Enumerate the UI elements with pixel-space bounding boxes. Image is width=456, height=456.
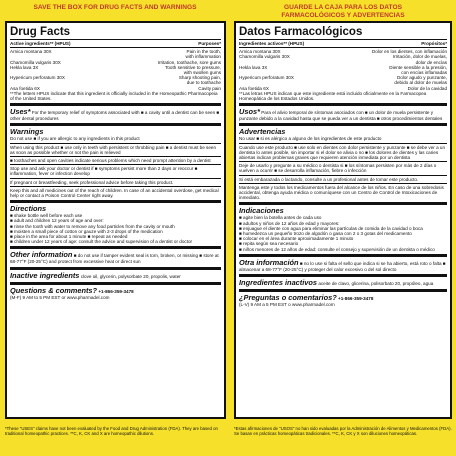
divider [239,39,447,40]
direction-item: ■ humedezca un pequeño trozo de algodón o gasa con 2 o 3 gotas del medicamento [239,231,412,237]
panel-title: Drug Facts [10,26,71,38]
direction-item: ■ adultos y niños de 12 años de edad y mayores: [239,220,340,226]
drug-facts-panel-en [5,21,226,419]
uses-text: Para el alivio temporal de síntomas asociados con ■ un dolor de muela persistente y punzante debido a la cavidad hasta que se pueda ver a un dentista ■ otros procedimientos dentales [239,110,443,122]
direction-item: ■ rinse the tooth with water to remove any food particles from the cavity or mouth [10,223,175,229]
other-info-text: ■ do not use if tamper evident seal is torn, broken, or missing ■ store at 68-77°F (20-25°C) and protect from excessive heat or direct sun [10,253,219,265]
ingredient-name: Hekla lava 3X [10,64,39,70]
hours-text: (L-V) 9 AM a 5 PM EST o www.pharmadel.com [239,302,335,308]
active-header-row [10,41,221,46]
warning-item: ■ toothaches and open cavities indicate serious problems which need prompt attention by a dentist [10,158,211,164]
direction-item: ■ adult and children 12 years of age and over: [10,218,104,224]
questions-heading: Questions & comments? [10,285,98,295]
ingredient-purpose: Dolor en los dientes, con inflamación [371,49,447,55]
purposes-label: Purposes* [198,41,221,46]
ingredients-list [239,49,447,91]
heavy-divider [10,246,221,249]
ingredient-purpose: dolor de encías [415,59,447,65]
direction-item: ■ niños menores de 12 años de edad: consulte el consejo y supervisión de un dentista o médico [239,246,435,252]
heavy-divider [239,103,447,106]
directions-list [10,213,221,244]
direction-item: ■ moisten a small piece of cotton or gauze with 2-3 drops of the medication [10,228,163,234]
phone-number: +1-866-359-3478 [98,288,134,294]
heavy-divider [10,267,221,270]
ingredient-name: Chamomilla vulgaris 30X [10,59,61,65]
active-ingredients-label: Active ingredients** (HPUS) [10,41,71,46]
ingredient-name: Arnica montana 30X [239,49,281,55]
warning-item: Mantenga este y todos los medicamentos fuera del alcance de los niños. En caso de una sobredosis accidental, obtenga ayuda médica o comuníquese con un Centro de Control de Intoxicaciones de inmediato. [239,184,444,201]
warning-item: Deje de usarlo y pregunte a su médico o dentista si ■ los síntomas persisten por más de 2 días o vuelven a ocurrir ■ se desarrolla inflamación, fiebre o infección [239,163,437,174]
phone-number: +1-866-359-3478 [338,296,374,302]
heavy-divider [10,200,221,203]
footnote-es: *Estas afirmaciones de "USOS" no han sido evaluadas por la Administración de Alimentos y Medicamentos (FDA). Se basan en prácticas homeopáticas tradicionales. **C, K, CK y X son diluciones homeopáticas. [234,426,452,436]
heavy-divider [239,254,447,257]
hours-text: (M-F) 9 AM to 5 PM EST or www.pharmadel.com [10,294,110,300]
other-info-heading: Otra información [239,257,299,267]
ingredient-purpose: Dolor de la cavidad [407,85,447,91]
warning-item: Si está embarazada o lactando, consulte a un profesional antes de tomar este producto. [239,176,419,182]
direction-item: ■ place in the area for about 1 minute ■ repeat as needed [10,234,128,240]
other-info-heading: Other information [10,250,73,260]
ingredient-purpose: Dolor agudo y punzante, [396,75,447,81]
heavy-divider [10,123,221,126]
direction-item: ■ shake bottle well before each use [10,213,83,219]
directions-heading: Indicaciones [239,206,284,216]
ingredient-purpose: Sharp shooting pain, [178,75,221,81]
warning-item: When using this product ■ use only in teeth with persistent or throbbing pain ■ a dentist must be seen as soon as possible whether or not the pain is relieved [10,144,217,155]
ingredient-purpose: Pain in the tooth, [186,49,221,55]
divider [239,161,447,162]
warning-item: Cuando use este producto ■ use solo en dientes con dolor persistente y punzante ■ se debe ver a un dentista lo antes posible, sin importar si el dolor se alivia o no ■ los dolores de dientes y las caries abiertas indican problemas graves que requieren atención inmediata por un dentista [239,144,446,161]
direction-item: ■ repita según sea necesario [239,241,299,247]
other-info-text: ■ no lo use si falta el sello que indica si se ha abierto, está roto o falta ■ almacenar a 68-77°F (20-25°C) y proteger del calor excesivo o del sol directo [239,260,446,272]
ingredient-purpose: with swollen gums [183,70,221,76]
uses-heading: Uses* [10,107,31,117]
ingredient-purpose: Cavity pain [198,85,221,91]
active-header-row [239,41,447,46]
warning-item: If pregnant or breastfeeding, seek professional advice before taking this product. [10,179,174,185]
purposes-label: Propósitos* [421,41,447,46]
hpus-note: **The letters HPUS indicate that this ingredient is officially included in the Homeopathic Pharmacopeia of the United States. [10,90,218,102]
divider [239,183,447,184]
ingredient-name: Asa foetida 6X [10,85,40,91]
inactive-text: aceite de clavo, glicerina, polisorbato 20, propóleo, agua [318,281,434,287]
divider [10,47,221,48]
heavy-divider [10,282,221,285]
divider [10,178,221,179]
divider [10,143,221,144]
hpus-note: **Las letras HPUS indican que este ingrediente está incluido oficialmente en la Farmacopea Homeopática de los Estados Unidos. [239,90,427,102]
ingredient-purpose: Tooth sensitive to pressure, [165,64,221,70]
inactive-heading: Inactive ingredients [10,270,80,280]
ingredient-purpose: Irritación, dolor de muelas, [392,54,447,60]
direction-item: ■ agite bien la botella antes de cada uso [239,215,322,221]
direction-item: ■ enjuague el diente con agua para eliminar las partículas de comida de la cavidad o boca [239,225,423,231]
heavy-divider [239,123,447,126]
header-right-line1: GUARDE LA CAJA PARA LOS DATOS [284,4,402,11]
ingredient-name: Hypericum perforatum 30X [239,75,294,81]
ingredient-purpose: Diente sensible a la presión, [389,64,447,70]
heavy-divider [239,274,447,277]
directions-heading: Directions [10,204,47,214]
direction-item: ■ colocar en el área durante aproximadamente 1 minuto [239,236,354,242]
ingredient-purpose: due to toothache [186,80,221,86]
uses-heading: Usos* [239,107,260,117]
divider [10,164,221,165]
ingredient-purpose: debido al dolor de muelas [394,80,447,86]
header-right [234,4,452,19]
divider [10,156,221,157]
divider [239,47,447,48]
questions-heading: ¿Preguntas o comentarios? [239,293,337,303]
warning-item: No usar ■ si es alérgico a alguno de los ingredientes de este producto [239,136,382,142]
ingredient-name: Arnica montana 30X [10,49,52,55]
direction-item: ■ children under 12 years of age: consult the advice and supervision of a dentist or doctor [10,239,193,245]
warning-item: Do not use ■ if you are allergic to any ingredients in this product [10,136,140,142]
ingredient-purpose: con encías inflamadas [401,70,447,76]
ingredient-name: Hekla lava 3X [239,64,268,70]
divider [10,39,221,40]
warning-item: Stop use and ask your doctor or dentist if ■ symptoms persist more than 2 days or reoccur ■ inflammation, fever or infection develop [10,166,198,177]
ingredient-name: Chamomilla vulgaris 30X [239,54,290,60]
uses-text: For the temporary relief of symptoms associated with ■ a cavity until a dentist can be seen ■ other dental procedures [10,110,220,122]
active-ingredients-label: Ingredientes activos** (HPUS) [239,41,305,46]
heavy-divider [239,289,447,292]
warnings-heading: Warnings [10,127,44,137]
panel-title: Datos Farmacológicos [239,26,363,38]
inactive-heading: Ingredientes inactivos [239,278,318,288]
ingredient-purpose: with inflammation [185,54,221,60]
drug-facts-panel-es [234,21,452,419]
heavy-divider [239,202,447,205]
header-left [4,4,226,12]
header-right-line2: FARMACOLÓGICOS Y ADVERTENCIAS [281,11,405,19]
warnings-heading: Advertencias [239,127,286,137]
ingredients-list [10,49,221,91]
divider [239,175,447,176]
heavy-divider [10,103,221,106]
warning-item: Keep this and all medicines out of the reach of children. In case of an accidental overdose, get medical help or contact a Poison Control Center right away. [10,187,219,199]
directions-list [239,215,447,251]
warnings-list [239,136,447,200]
ingredient-name: Hypericum perforatum 30X [10,75,65,81]
inactive-text: clove oil, glycerin, polysorbate 20, propolis, water [80,273,181,279]
divider [10,186,221,187]
divider [239,143,447,144]
header-left-text: SAVE THE BOX FOR DRUG FACTS AND WARNINGS [33,4,197,11]
warnings-list [10,136,221,198]
footnote-en: *These "USES" claims have not been evaluated by the Food and Drug Administration (FDA). They are based on traditional homeopathic practices. **C, K, CK and X are homeopathic dilutions. [5,426,218,436]
ingredient-name: Asa foetida 6X [239,85,269,91]
ingredient-purpose: Irritation, toothache, sore gums [157,59,221,65]
